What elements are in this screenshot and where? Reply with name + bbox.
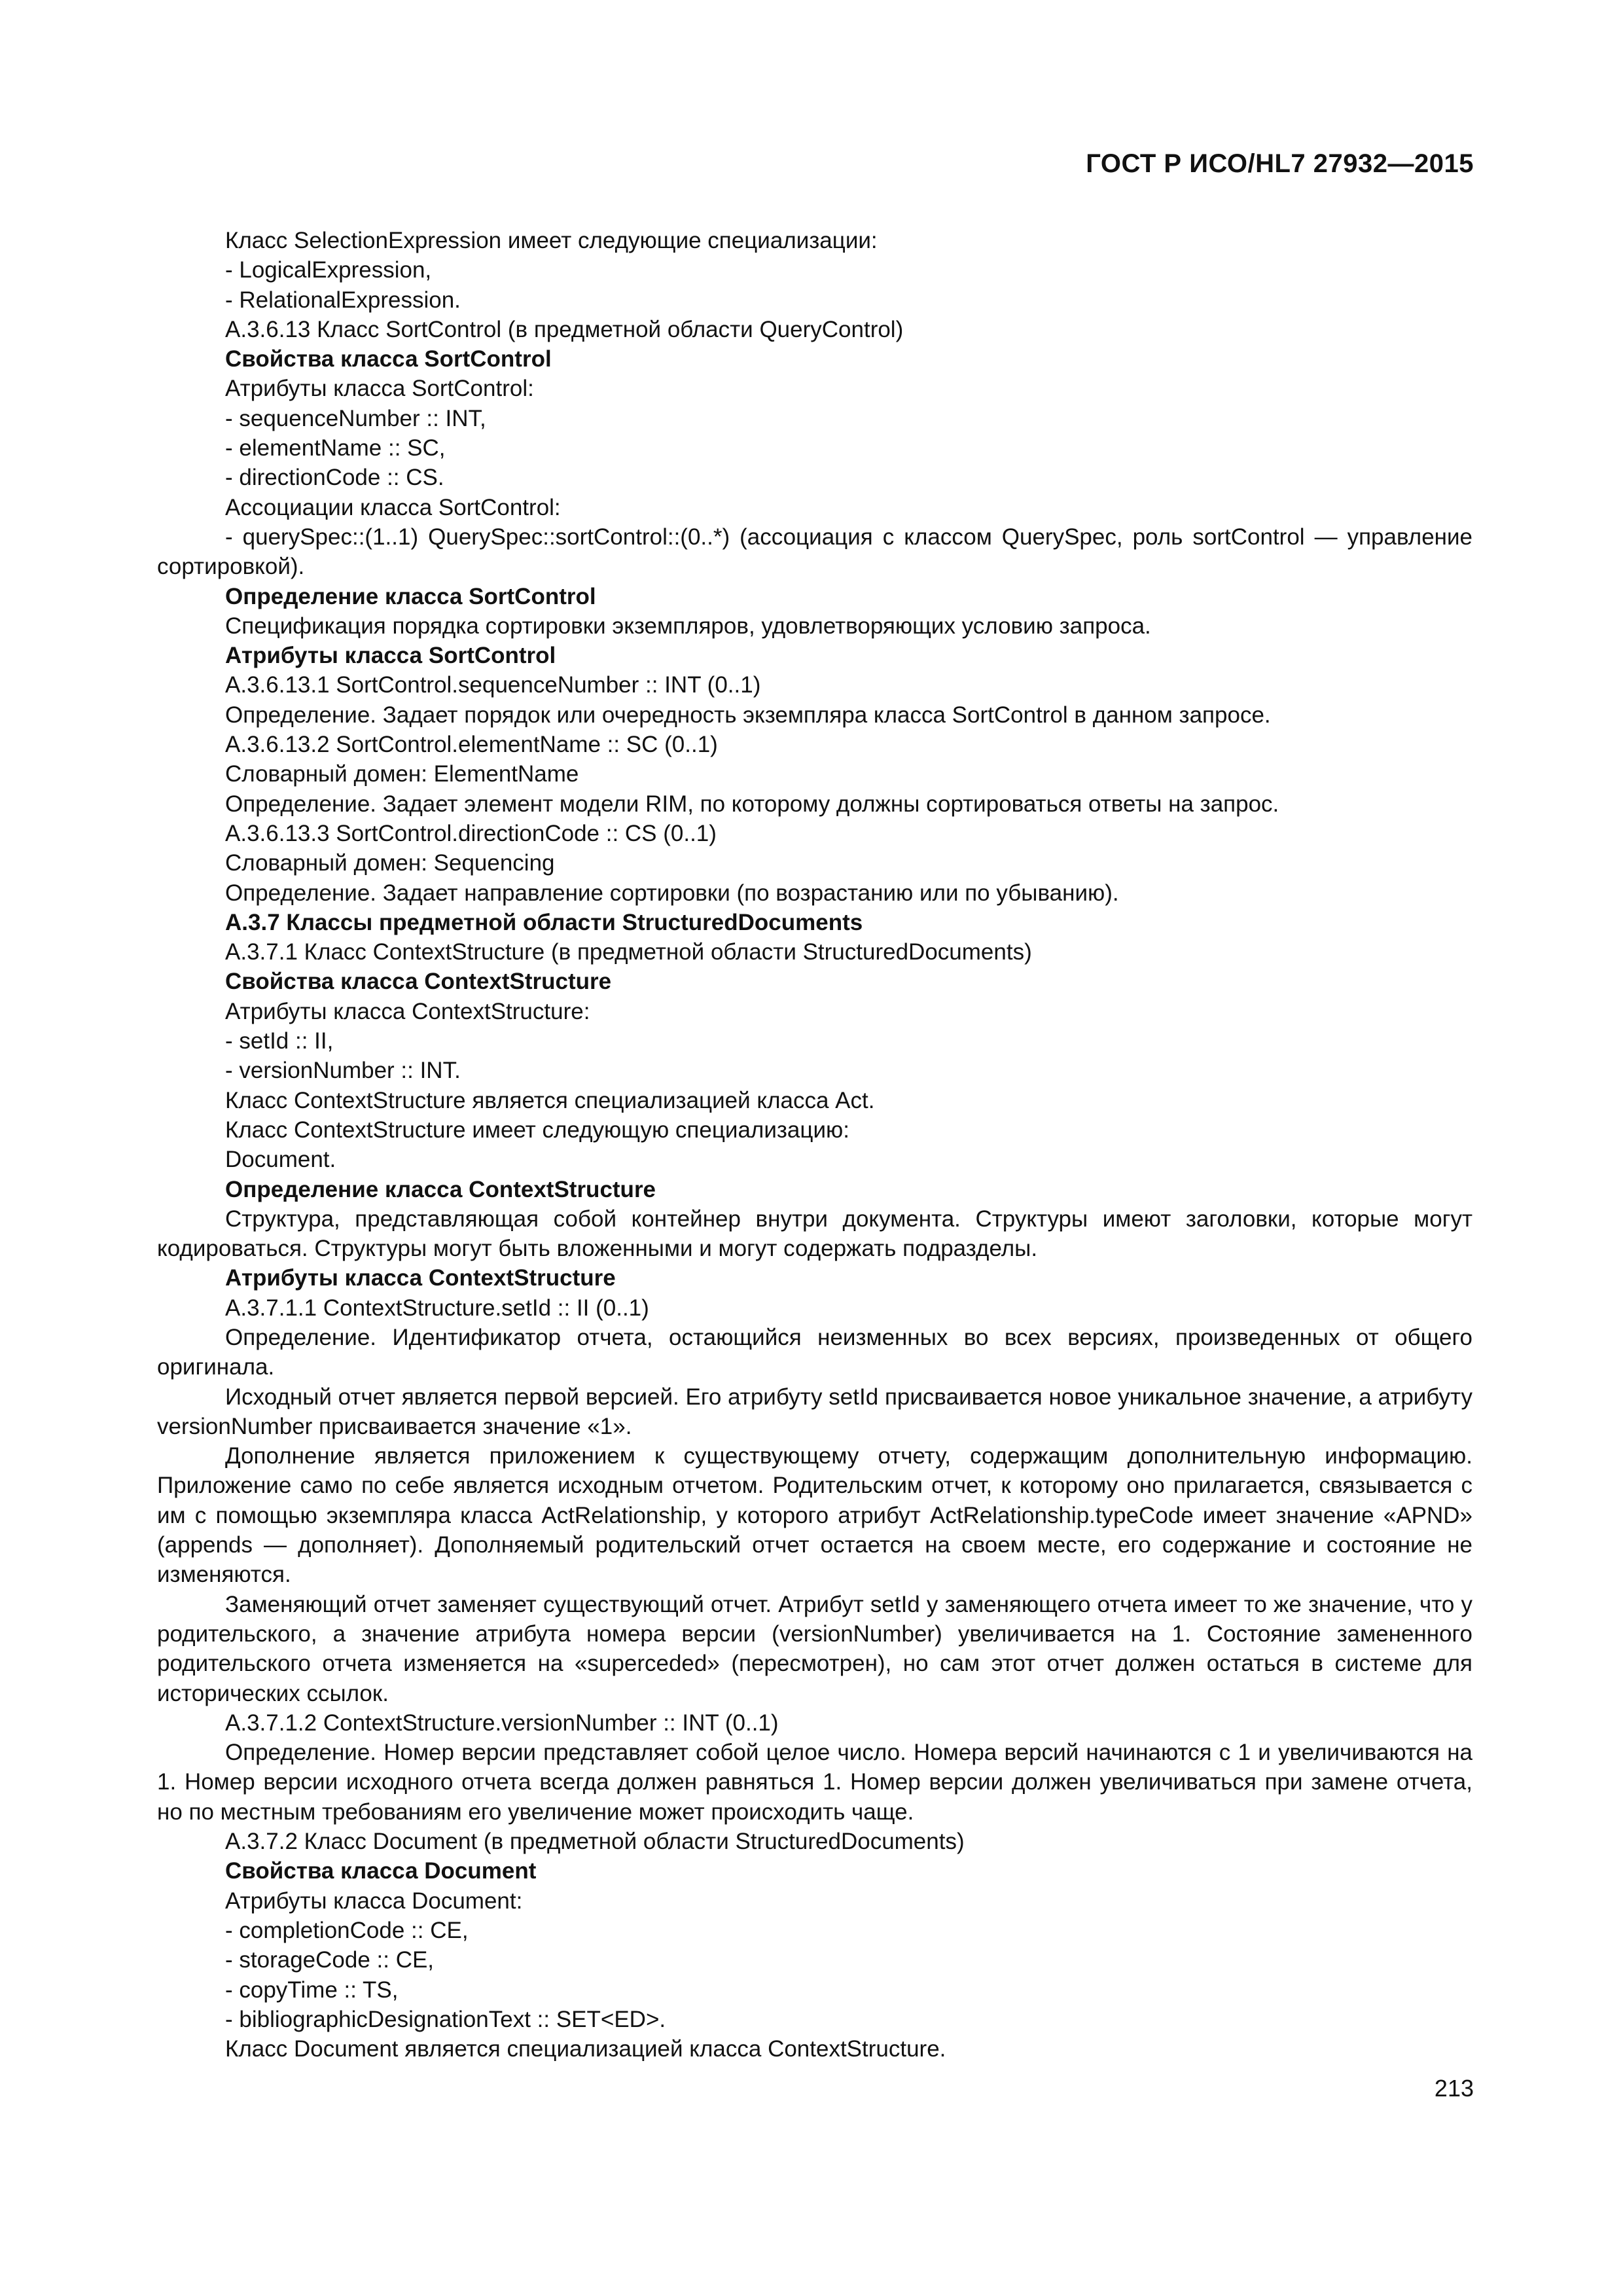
list-item: - querySpec::(1..1) QuerySpec::sortControl::(0..*) (ассоциация с классом QuerySpec, роль sortControl — управление сортировкой). — [157, 524, 1472, 580]
paragraph: Класс SelectionExpression имеет следующие специализации: — [225, 228, 878, 253]
paragraph: А.3.6.13.3 SortControl.directionCode :: CS (0..1) — [225, 820, 717, 846]
paragraph: Структура, представляющая собой контейнер внутри документа. Структуры имеют заголовки, которые могут кодироваться. Структуры могут быть вложенными и могут содержать подразделы. — [157, 1206, 1472, 1262]
paragraph: Класс ContextStructure имеет следующую специализацию: — [225, 1117, 849, 1143]
list-item: - bibliographicDesignationText :: SET<ED>. — [225, 2006, 666, 2032]
list-item: - RelationalExpression. — [225, 287, 461, 313]
list-item: - completionCode :: CE, — [225, 1917, 469, 1943]
list-item: - sequenceNumber :: INT, — [225, 405, 486, 431]
page-number: 213 — [1434, 2075, 1474, 2102]
section-heading: Свойства класса SortControl — [225, 346, 552, 372]
paragraph: А.3.7.1.1 ContextStructure.setId :: II (0..1) — [225, 1295, 649, 1321]
paragraph: Спецификация порядка сортировки экземпляров, удовлетворяющих условию запроса. — [225, 613, 1151, 639]
paragraph: Дополнение является приложением к существующему отчету, содержащим дополнительную информацию. Приложение само по себе является исходным отчетом. Родительским отчет, к которому оно прилагается, связывается с им с помощью экземпляра класса ActRelationship, у которого атрибут ActRelationship.typeCode имеет значение «APND» (appends — дополняет). Дополняемый родительский отчет остается на своем месте, его содержание и состояние не изменяются. — [157, 1443, 1472, 1588]
paragraph: Словарный домен: Sequencing — [225, 850, 555, 876]
standard-header: ГОСТ Р ИСО/HL7 27932—2015 — [1086, 149, 1474, 178]
document-body — [157, 226, 1472, 2064]
list-item: - versionNumber :: INT. — [225, 1058, 461, 1084]
paragraph: Атрибуты класса ContextStructure: — [225, 998, 590, 1024]
paragraph: Словарный домен: ElementName — [225, 761, 579, 787]
paragraph: А.3.7.1 Класс ContextStructure (в предметной области StructuredDocuments) — [225, 939, 1032, 965]
section-heading: Атрибуты класса ContextStructure — [225, 1265, 616, 1291]
paragraph: А.3.6.13.1 SortControl.sequenceNumber :: INT (0..1) — [225, 672, 761, 698]
section-heading: Определение класса ContextStructure — [225, 1176, 656, 1202]
paragraph: А.3.6.13 Класс SortControl (в предметной области QueryControl) — [225, 316, 904, 342]
list-item: - elementName :: SC, — [225, 435, 446, 461]
paragraph: Определение. Номер версии представляет собой целое число. Номера версий начинаются с 1 и увеличиваются на 1. Номер версии исходного отчета всегда должен равняться 1. Номер версии должен увеличиваться при замене отчета, но по местным требованиям его увеличение может происходить чаще. — [157, 1740, 1472, 1825]
section-heading: Свойства класса ContextStructure — [225, 969, 612, 995]
paragraph: Класс Document является специализацией класса ContextStructure. — [225, 2036, 946, 2062]
paragraph: Определение. Задает направление сортировки (по возрастанию или по убыванию). — [225, 880, 1119, 906]
paragraph: А.3.7.2 Класс Document (в предметной области StructuredDocuments) — [225, 1829, 965, 1855]
paragraph: Атрибуты класса Document: — [225, 1888, 523, 1914]
paragraph: Атрибуты класса SortControl: — [225, 376, 534, 402]
list-item: - LogicalExpression, — [225, 257, 432, 283]
paragraph: Определение. Задает порядок или очередность экземпляра класса SortControl в данном запросе. — [225, 702, 1271, 728]
section-heading: А.3.7 Классы предметной области StructuredDocuments — [225, 909, 863, 935]
list-item: - setId :: II, — [225, 1028, 334, 1054]
paragraph: Определение. Задает элемент модели RIM, по которому должны сортироваться ответы на запрос. — [225, 791, 1279, 817]
paragraph: А.3.6.13.2 SortControl.elementName :: SC (0..1) — [225, 732, 718, 758]
paragraph: Определение. Идентификатор отчета, остающийся неизменных во всех версиях, произведенных от общего оригинала. — [157, 1324, 1472, 1380]
paragraph: Document. — [225, 1147, 336, 1173]
section-heading: Свойства класса Document — [225, 1858, 537, 1884]
paragraph: Класс ContextStructure является специализацией класса Act. — [225, 1087, 875, 1113]
paragraph: Исходный отчет является первой версией. Его атрибуту setId присваивается новое уникальное значение, а атрибуту versionNumber присваивается значение «1». — [157, 1384, 1472, 1439]
list-item: - storageCode :: CE, — [225, 1947, 435, 1973]
list-item: - copyTime :: TS, — [225, 1977, 399, 2003]
list-item: - directionCode :: CS. — [225, 465, 444, 491]
paragraph: Заменяющий отчет заменяет существующий отчет. Атрибут setId у заменяющего отчета имеет то же значение, что у родительского, а значение атрибута номера версии (versionNumber) увеличивается на 1. Состояние замененного родительского отчета изменяется на «superceded» (пересмотрен), но сам этот отчет должен остаться в системе для исторических ссылок. — [157, 1591, 1472, 1706]
paragraph: Ассоциации класса SortControl: — [225, 494, 561, 520]
section-heading: Атрибуты класса SortControl — [225, 643, 556, 669]
section-heading: Определение класса SortControl — [225, 583, 596, 609]
paragraph: А.3.7.1.2 ContextStructure.versionNumber :: INT (0..1) — [225, 1710, 779, 1736]
